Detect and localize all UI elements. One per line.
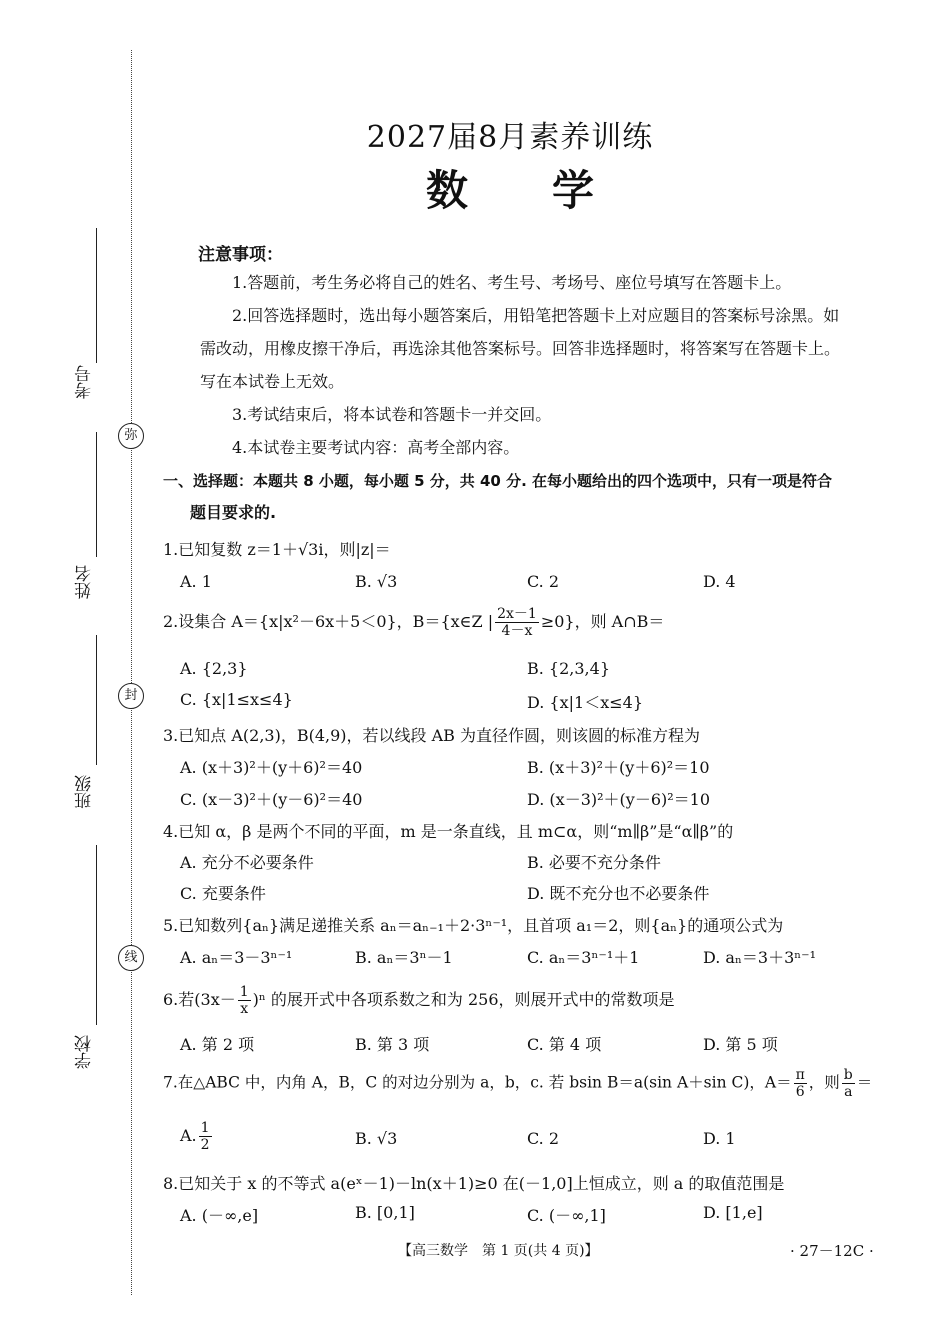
paper-code: · 27－12C · — [790, 1242, 874, 1260]
q7-stem-pre: 7.在△ABC 中，内角 A，B，C 的对边分别为 a，b，c. 若 bsin B＝a(sin A＋sin C)，A＝ — [163, 1073, 792, 1092]
exam-title: 2027届8月素养训练 — [366, 120, 654, 155]
q2-stem-post: ≥0}，则 A∩B＝ — [540, 612, 665, 631]
q7-frac1-num: π — [795, 1067, 805, 1083]
q7-a-num: 1 — [200, 1120, 210, 1136]
q7-stem-mid: ，则 — [808, 1073, 840, 1092]
name-label: 姓名 — [75, 565, 95, 599]
question-3-stem: 3.已知点 A(2,3)，B(4,9)，若以线段 AB 为直径作圆，则该圆的标准方程为 — [163, 726, 701, 745]
question-4-stem: 4.已知 α，β 是两个不同的平面，m 是一条直线，且 m⊂α，则“m∥β”是“α∥β”的 — [163, 822, 734, 841]
q5-option-b: B. aₙ＝3ⁿ－1 — [355, 948, 453, 967]
q1-option-b: B. √3 — [355, 572, 398, 591]
q6-option-b: B. 第 3 项 — [355, 1035, 430, 1054]
q8-option-c: C. (－∞,1] — [527, 1206, 606, 1225]
q7-fraction-a — [794, 1067, 807, 1100]
q3-option-b: B. (x＋3)²＋(y＋6)²＝10 — [527, 758, 710, 777]
class-line[interactable] — [96, 635, 97, 765]
q2-frac-num: 2x－1 — [497, 606, 537, 622]
q8-option-d: D. [1,e] — [703, 1203, 763, 1222]
question-2-stem — [163, 606, 664, 639]
exam-no-label: 考号 — [75, 365, 95, 399]
school-line[interactable] — [96, 845, 97, 1025]
seal-mi: 弥 — [118, 423, 144, 449]
q6-frac-num: 1 — [239, 984, 249, 1000]
q8-option-b: B. [0,1] — [355, 1203, 415, 1222]
q6-stem-post: )ⁿ 的展开式中各项系数之和为 256，则展开式中的常数项是 — [252, 990, 675, 1009]
question-8-stem: 8.已知关于 x 的不等式 a(eˣ－1)－ln(x＋1)≥0 在(－1,0]上恒成立，则 a 的取值范围是 — [163, 1174, 785, 1193]
seal-xian: 线 — [118, 945, 144, 971]
question-5-stem: 5.已知数列{aₙ}满足递推关系 aₙ＝aₙ₋₁＋2·3ⁿ⁻¹，且首项 a₁＝2，则{aₙ}的通项公式为 — [163, 916, 784, 935]
q7-option-c: C. 2 — [527, 1129, 560, 1148]
q6-frac-den: x — [240, 1001, 249, 1017]
exam-no-line[interactable] — [96, 228, 97, 363]
notice-item-2: 2.回答选择题时，选出每小题答案后，用铅笔把答题卡上对应题目的答案标号涂黑。如需改动，用橡皮擦干净后，再选涂其他答案标号。回答非选择题时，将答案写在答题卡上。写在本试卷上无效。 — [200, 306, 841, 391]
page-footer: 【高三数学 第 1 页(共 4 页)】 — [398, 1243, 599, 1259]
q2-option-b: B. {2,3,4} — [527, 659, 610, 678]
q4-option-c: C. 充要条件 — [180, 884, 266, 903]
subject-title: 数 学 — [425, 166, 594, 215]
name-line[interactable] — [96, 432, 97, 557]
q7-option-a-fraction — [199, 1120, 212, 1153]
q2-fraction — [495, 606, 539, 639]
q2-frac-den: 4－x — [501, 623, 533, 639]
section-heading-line2: 题目要求的. — [190, 503, 277, 522]
seal-feng: 封 — [118, 683, 144, 709]
class-label: 班级 — [75, 775, 95, 809]
q7-a-den: 2 — [200, 1137, 210, 1153]
notice-heading: 注意事项： — [198, 245, 283, 265]
q4-option-a: A. 充分不必要条件 — [180, 853, 314, 872]
q2-option-d: D. {x|1＜x≤4} — [527, 693, 643, 712]
notice-item-4: 4.本试卷主要考试内容：高考全部内容。 — [232, 438, 520, 457]
q2-stem-pre: 2.设集合 A＝{x|x²－6x＋5＜0}，B＝{x∈Z | — [163, 612, 494, 631]
q3-option-a: A. (x＋3)²＋(y＋6)²＝40 — [180, 758, 363, 777]
q6-fraction — [238, 984, 251, 1017]
q4-option-b: B. 必要不充分条件 — [527, 853, 661, 872]
q6-option-a: A. 第 2 项 — [180, 1035, 255, 1054]
q7-option-a-label: A. — [180, 1126, 197, 1145]
q3-option-c: C. (x－3)²＋(y－6)²＝40 — [180, 790, 363, 809]
q8-option-a: A. (－∞,e] — [180, 1206, 259, 1225]
q1-option-c: C. 2 — [527, 572, 560, 591]
q7-option-d: D. 1 — [703, 1129, 736, 1148]
q6-option-d: D. 第 5 项 — [703, 1035, 778, 1054]
q7-option-b: B. √3 — [355, 1129, 398, 1148]
question-7-stem — [163, 1067, 872, 1100]
notice-item-3: 3.考试结束后，将本试卷和答题卡一并交回。 — [232, 405, 552, 424]
q5-option-a: A. aₙ＝3－3ⁿ⁻¹ — [180, 948, 293, 967]
q2-option-c: C. {x|1≤x≤4} — [180, 690, 293, 709]
q7-stem-post: ＝ — [856, 1073, 873, 1092]
q6-option-c: C. 第 4 项 — [527, 1035, 602, 1054]
q5-option-d: D. aₙ＝3＋3ⁿ⁻¹ — [703, 948, 817, 967]
q5-option-c: C. aₙ＝3ⁿ⁻¹＋1 — [527, 948, 640, 967]
q7-fraction-ba — [842, 1067, 855, 1100]
q7-frac2-den: a — [844, 1084, 853, 1100]
question-1-stem: 1.已知复数 z＝1＋√3i，则|z|＝ — [163, 540, 391, 559]
q7-frac2-num: b — [843, 1067, 853, 1083]
section-heading-line1: 一、选择题：本题共 8 小题，每小题 5 分，共 40 分. 在每小题给出的四个选项中，只有一项是符合 — [163, 472, 833, 490]
q1-option-a: A. 1 — [180, 572, 212, 591]
notice-item-1: 1.答题前，考生务必将自己的姓名、考生号、考场号、座位号填写在答题卡上。 — [232, 273, 792, 292]
q4-option-d: D. 既不充分也不必要条件 — [527, 884, 710, 903]
q3-option-d: D. (x－3)²＋(y－6)²＝10 — [527, 790, 711, 809]
q1-option-d: D. 4 — [703, 572, 736, 591]
binding-dotted-line — [131, 50, 132, 1295]
q7-frac1-den: 6 — [795, 1084, 805, 1100]
school-label: 学校 — [75, 1035, 95, 1069]
q2-option-a: A. {2,3} — [180, 659, 248, 678]
q7-option-a — [180, 1120, 214, 1153]
question-6-stem — [163, 984, 675, 1017]
q6-stem-pre: 6.若(3x－ — [163, 990, 236, 1009]
